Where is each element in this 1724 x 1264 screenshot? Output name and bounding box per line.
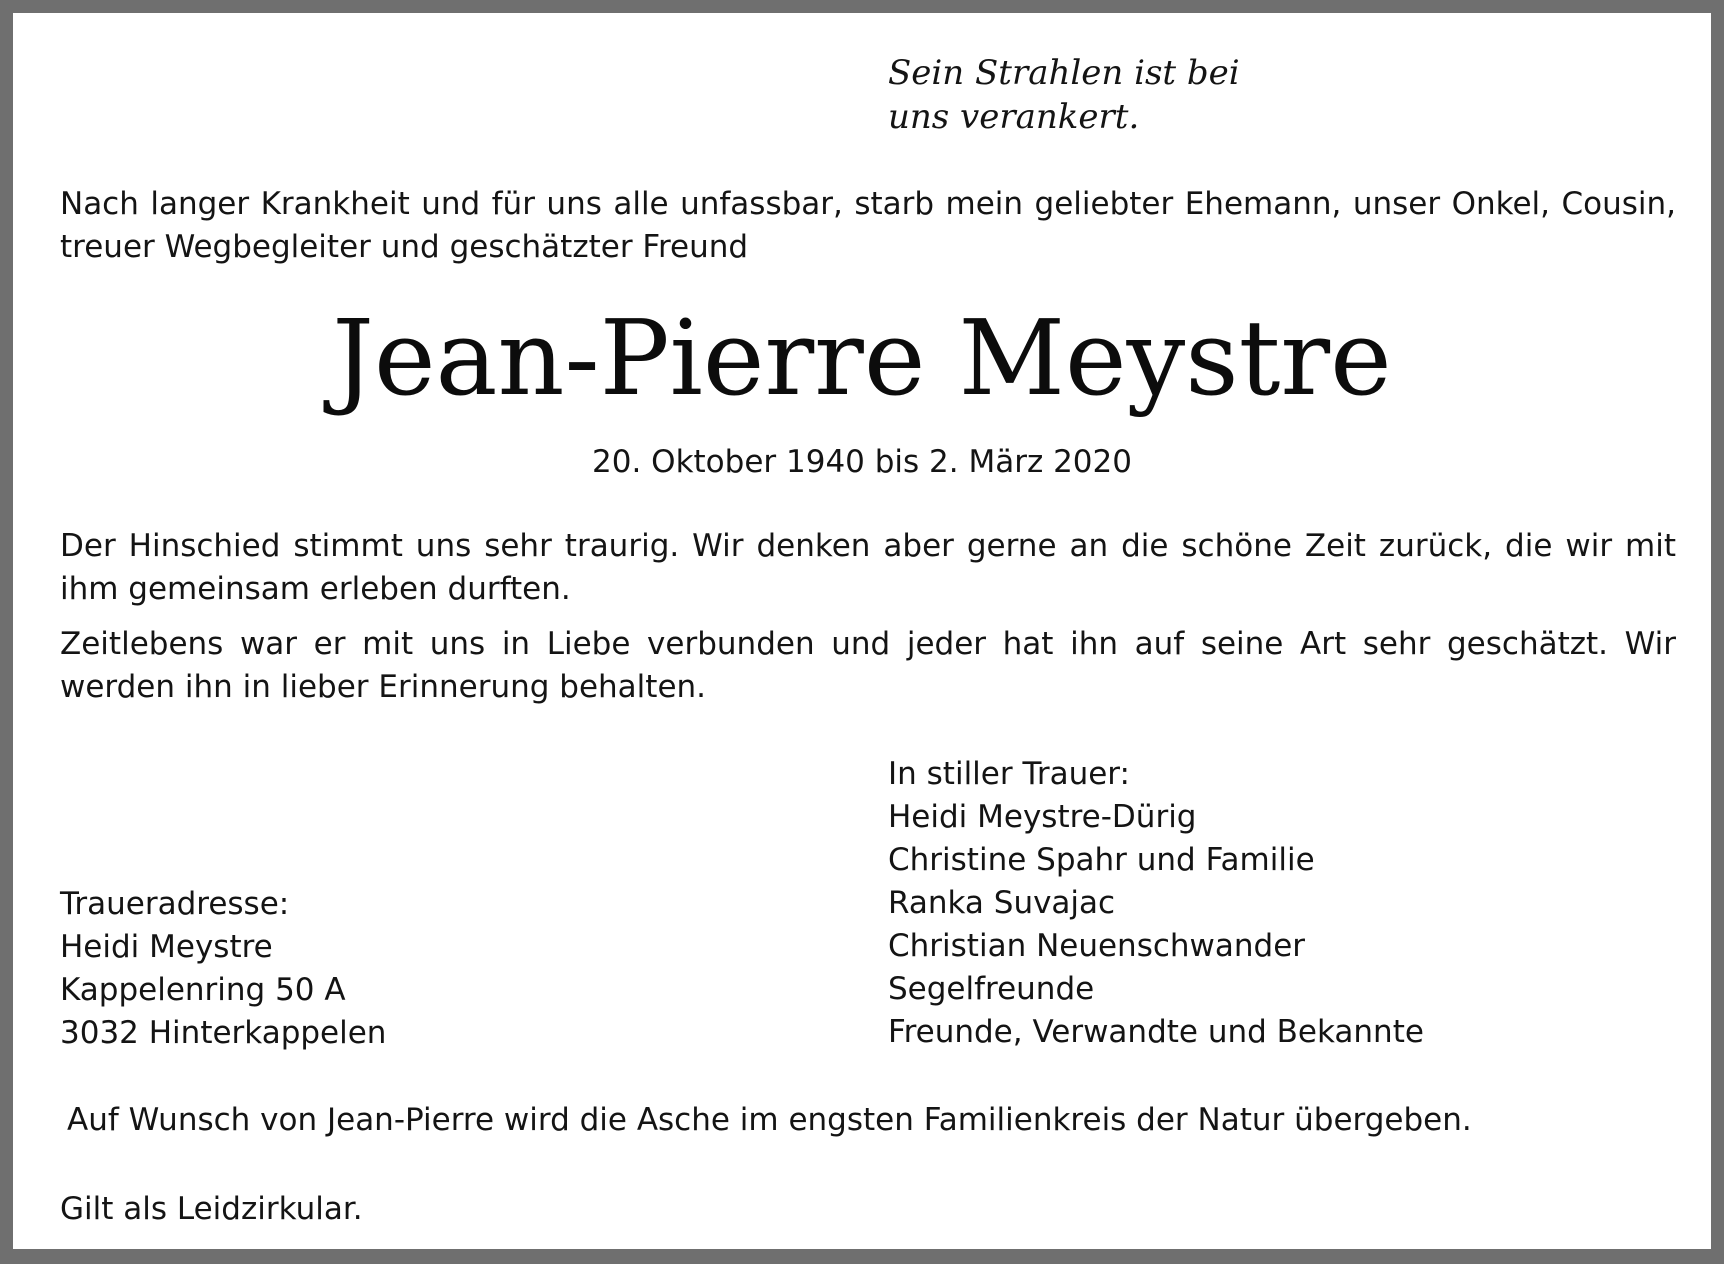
deceased-name: Jean-Pierre Meystre [332, 297, 1392, 419]
intro-text: Nach langer Krankheit und für uns alle unfassbar, starb mein geliebter Ehemann, unser Onkel, Cousin, treuer Wegbegleiter und geschätzter Freund [60, 186, 1676, 265]
obituary-page [13, 13, 1711, 1249]
mourners-list [888, 753, 1424, 1054]
motto-quote [888, 51, 1240, 139]
address-line: Heidi Meystre [60, 929, 273, 965]
address-line: Kappelenring 50 A [60, 972, 346, 1008]
motto-line: Sein Strahlen ist bei [888, 53, 1240, 93]
mourner-name: Heidi Meystre-Dürig [888, 799, 1197, 835]
funeral-wish-text: Auf Wunsch von Jean-Pierre wird die Asche im engsten Familienkreis der Natur übergeben. [67, 1102, 1472, 1138]
mourner-name: Christine Spahr und Familie [888, 842, 1315, 878]
mourner-name: Freunde, Verwandte und Bekannte [888, 1014, 1424, 1050]
circular-note: Gilt als Leidzirkular. [60, 1191, 363, 1227]
address-heading: Traueradresse: [60, 886, 290, 922]
mourner-name: Ranka Suvajac [888, 885, 1116, 921]
body-paragraph-2: Zeitlebens war er mit uns in Liebe verbunden und jeder hat ihn auf seine Art sehr geschätzt. Wir werden ihn in lieber Erinnerung behalten. [60, 626, 1676, 705]
mourners-heading: In stiller Trauer: [888, 756, 1130, 792]
address-line: 3032 Hinterkappelen [60, 1015, 387, 1051]
motto-line: uns verankert. [888, 97, 1140, 137]
mourner-name: Christian Neuenschwander [888, 928, 1306, 964]
life-dates: 20. Oktober 1940 bis 2. März 2020 [592, 444, 1132, 480]
mourner-name: Segelfreunde [888, 971, 1095, 1007]
mourning-address [60, 883, 386, 1055]
body-paragraph-1: Der Hinschied stimmt uns sehr traurig. Wir denken aber gerne an die schöne Zeit zurück, die wir mit ihm gemeinsam erleben durften. [60, 528, 1676, 607]
